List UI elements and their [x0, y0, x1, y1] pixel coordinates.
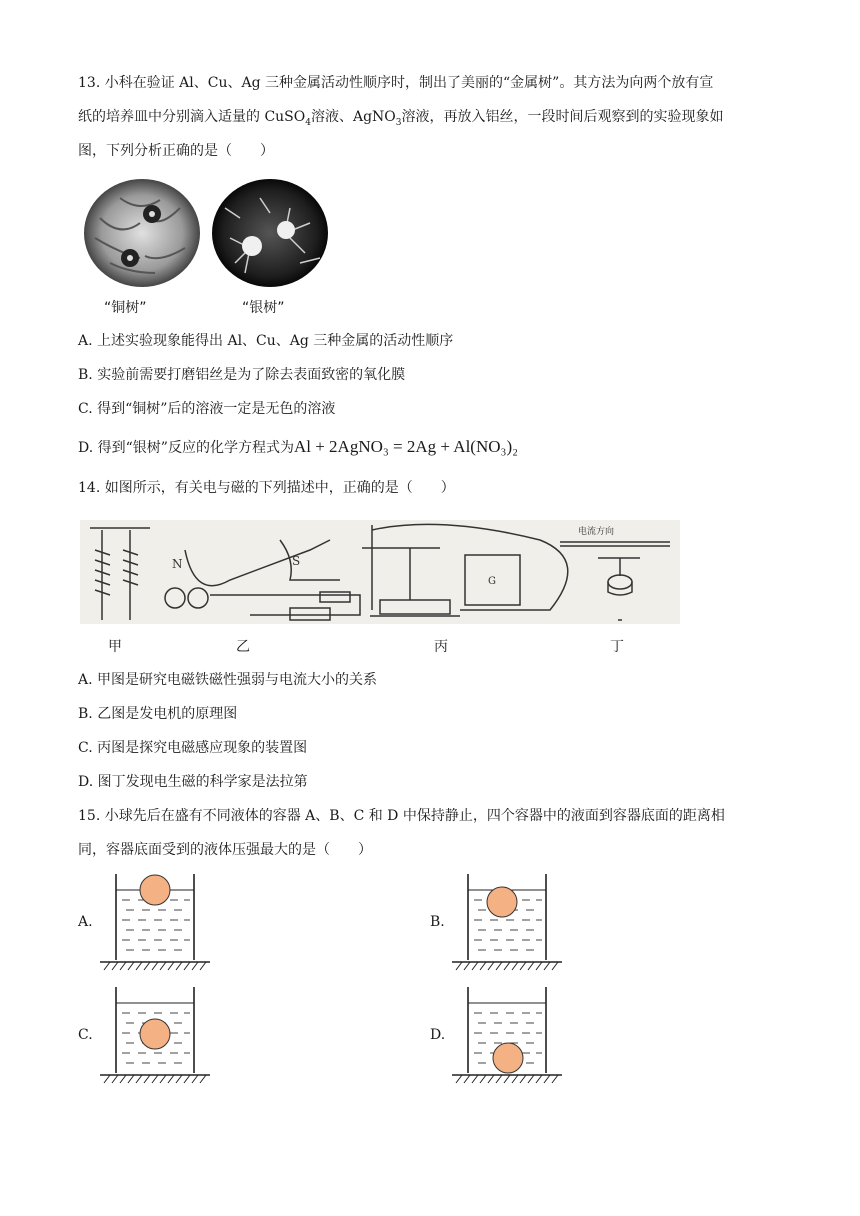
label-s-pole: S	[292, 554, 301, 568]
ball-a	[140, 875, 170, 905]
q14-option-b[interactable]: B. 乙图是发电机的原理图	[78, 706, 238, 722]
ball-d	[493, 1043, 523, 1073]
label-ding: 丁	[610, 639, 624, 655]
label-n-pole: N	[172, 557, 183, 571]
current-direction-label: 电流方向	[578, 527, 615, 537]
q15-container-c[interactable]	[100, 987, 212, 1087]
q13-stem-line2	[78, 107, 724, 133]
label-jia: 甲	[108, 639, 122, 655]
caption-copper-tree: “铜树”	[104, 300, 147, 316]
ball-b	[487, 887, 517, 917]
q15-option-a-label[interactable]: A.	[78, 914, 93, 930]
caption-silver-tree: “银树”	[242, 300, 285, 316]
q14-option-a[interactable]: A. 甲图是研究电磁铁磁性强弱与电流大小的关系	[78, 672, 378, 688]
q13-option-d-prefix: D. 得到“银树”反应的化学方程式为	[78, 440, 294, 456]
subscript-4: 4	[305, 117, 311, 128]
q14-option-c[interactable]: C. 丙图是探究电磁感应现象的装置图	[78, 740, 308, 756]
q15-option-b-label[interactable]: B.	[430, 914, 445, 930]
q13-stem-line2-part3: 溶液，再放入铝丝，一段时间后观察到的实验现象如	[401, 109, 724, 125]
q14-option-d[interactable]: D. 图丁发现电生磁的科学家是法拉第	[78, 774, 308, 790]
q15-stem-line2: 同，容器底面受到的液体压强最大的是（ ）	[78, 842, 372, 858]
q13-petri-dish-figures	[80, 178, 330, 288]
q15-container-d[interactable]	[452, 987, 564, 1087]
q15-container-b[interactable]	[452, 874, 564, 974]
subscript-3: 3	[395, 117, 402, 128]
ball-c	[140, 1019, 170, 1049]
q13-option-c[interactable]: C. 得到“铜树”后的溶液一定是无色的溶液	[78, 401, 336, 417]
silver-tree-dish	[212, 179, 328, 287]
q13-stem-line3: 图，下列分析正确的是（ ）	[78, 143, 274, 159]
q13-option-a[interactable]: A. 上述实验现象能得出 Al、Cu、Ag 三种金属的活动性顺序	[78, 333, 454, 349]
q14-electromagnetism-figures	[80, 520, 680, 628]
q13-option-d-equation: Al + 2AgNO₃ = 2Ag + Al(NO₃)₂	[293, 437, 519, 456]
q15-option-c-label[interactable]: C.	[78, 1027, 93, 1043]
label-yi: 乙	[236, 639, 250, 655]
q14-stem: 14. 如图所示，有关电与磁的下列描述中，正确的是（ ）	[78, 480, 455, 496]
q13-option-b[interactable]: B. 实验前需要打磨铝丝是为了除去表面致密的氧化膜	[78, 367, 406, 383]
q15-container-a[interactable]	[100, 874, 212, 974]
q13-option-d[interactable]	[78, 437, 518, 458]
copper-tree-dish	[84, 179, 200, 287]
q13-stem-line2-part1: 纸的培养皿中分别滴入适量的 CuSO	[78, 109, 306, 125]
q15-stem-line1: 15. 小球先后在盛有不同液体的容器 A、B、C 和 D 中保持静止，四个容器中的液面到容器底面的距离相	[78, 808, 725, 824]
label-bing: 丙	[434, 639, 448, 655]
q13-stem-line2-part2: 溶液、AgNO	[310, 109, 396, 125]
q13-stem-line1: 13. 小科在验证 Al、Cu、Ag 三种金属活动性顺序时，制出了美丽的“金属树”。其方法为向两个放有宣	[78, 75, 714, 91]
galvanometer-g-label: G	[488, 576, 496, 587]
q15-option-d-label[interactable]: D.	[430, 1027, 446, 1043]
